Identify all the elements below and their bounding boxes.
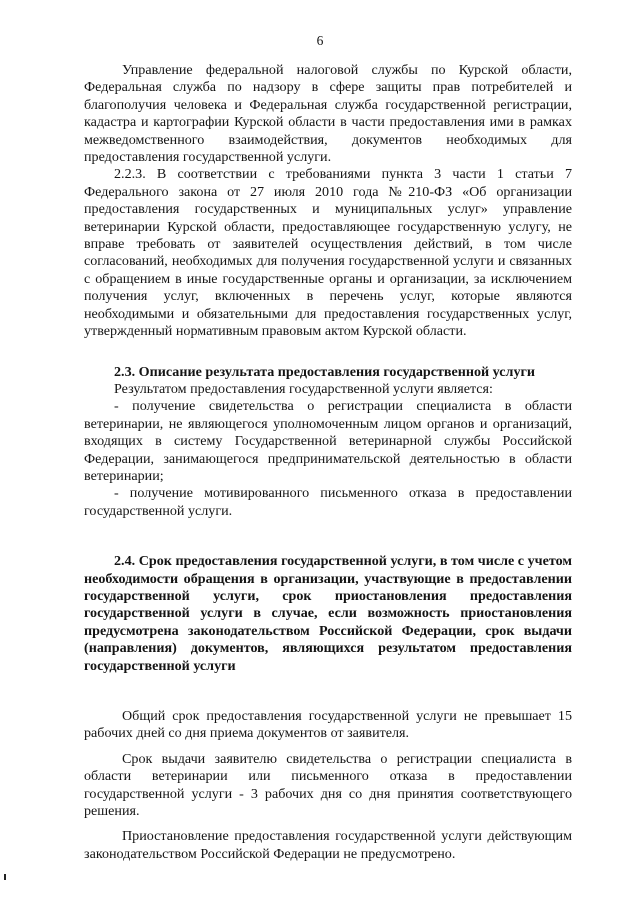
- margin-mark: [4, 874, 6, 880]
- paragraph-suspension: Приостановление предоставления государственной услуги действующим законодательством Российской Федерации не предусмотрено.: [84, 828, 572, 862]
- paragraph-result-refusal: - получение мотивированного письменного отказа в предоставлении государственной услуги.: [84, 485, 572, 519]
- paragraph-issue-term: Срок выдачи заявителю свидетельства о регистрации специалиста в области ветеринарии или письменного отказа в предоставлении государственной услуги - 3 рабочих дня со дня принятия соответствующего решения.: [84, 750, 572, 820]
- section-heading-2-3: 2.3. Описание результата предоставления государственной услуги: [114, 363, 536, 380]
- document-body: [84, 62, 572, 863]
- paragraph-agencies: Управление федеральной налоговой службы по Курской области, Федеральная служба по надзору в сфере защиты прав потребителей и благополучия человека и Федеральная служба государственной регистрации, кадастра и картографии Курской области в части предоставления ими в рамках межведомственного взаимодействия, документов необходимых для предоставления государственной услуги.: [84, 62, 572, 166]
- section-heading-2-4: 2.4. Срок предоставления государственной услуги, в том числе с учетом необходимости обращения в организации, участвующие в предоставлении государственной услуги, срок приостановления предоставления государственной услуги в случае, если возможность приостановления предусмотрена законодательством Российской Федерации, срок выдачи (направления) документов, являющихся результатом предоставления государственной услуги: [84, 553, 572, 674]
- page-number: 6: [316, 33, 324, 48]
- paragraph-2-2-3: 2.2.3. В соответствии с требованиями пункта 3 части 1 статьи 7 Федерального закона от 27 июля 2010 года №210-ФЗ «Об организации предоставления государственных и муниципальных услуг» управление ветеринарии Курской области, предоставляющее государственную услугу, не вправе требовать от заявителей осуществления действий, в том числе согласований, необходимых для получения государственной услуги и связанных с обращением в иные государственные органы и организации, за исключением получения услуг, включенных в перечень услуг, которые являются необходимыми и обязательными для предоставления государственных услуг, утвержденный нормативным правовым актом Курской области.: [84, 166, 572, 340]
- paragraph-result-certificate: - получение свидетельства о регистрации специалиста в области ветеринарии, не являющегося уполномоченным лицом органов и организаций, входящих в систему Государственной ветеринарной службы Российской Федерации, занимающегося предпринимательской деятельностью в области ветеринарии;: [84, 398, 572, 484]
- paragraph-result-intro: Результатом предоставления государственной услуги является:: [114, 380, 493, 397]
- paragraph-total-term: Общий срок предоставления государственной услуги не превышает 15 рабочих дней со дня приема документов от заявителя.: [84, 708, 572, 742]
